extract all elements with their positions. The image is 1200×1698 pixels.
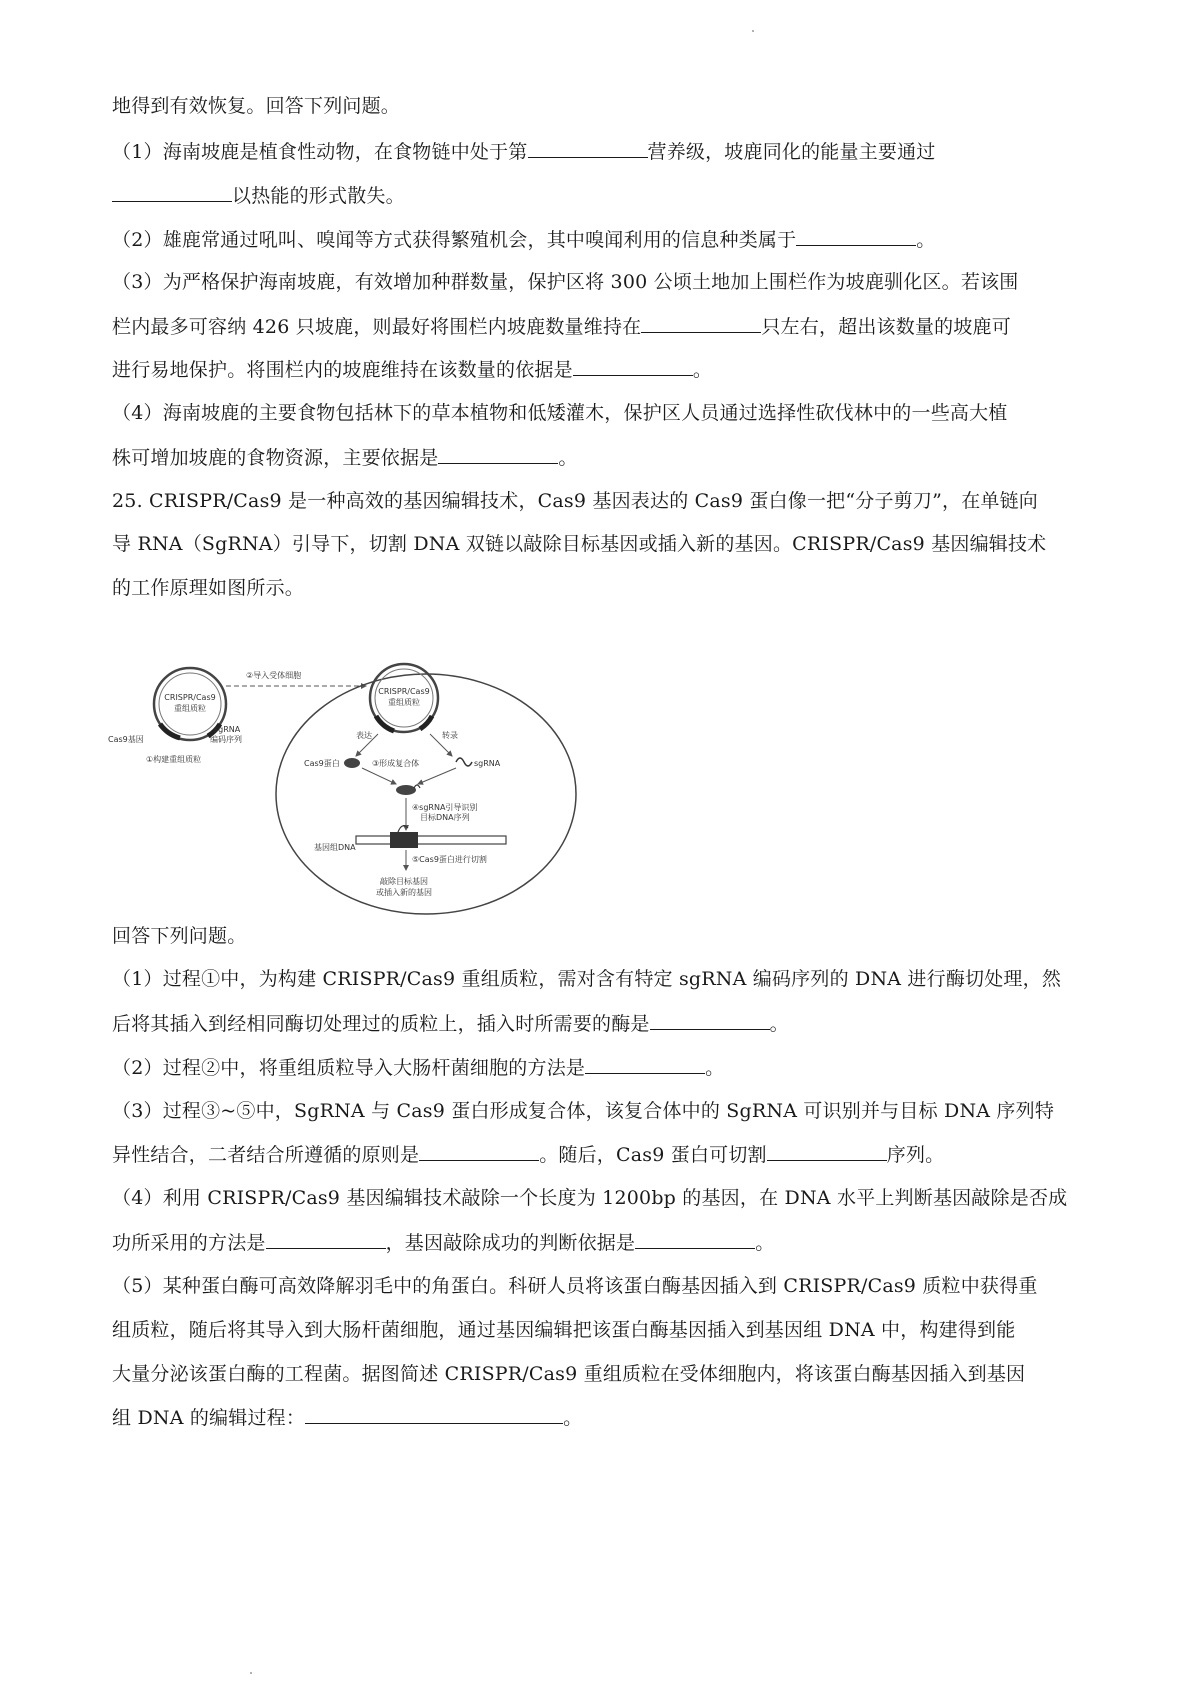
plasmid-right-label-2: 重组质粒 bbox=[388, 698, 420, 707]
question-25-4-cont bbox=[112, 1230, 774, 1255]
genome-dna-shape bbox=[356, 836, 506, 844]
question-24-2 bbox=[112, 227, 936, 252]
question-25-stem-cont bbox=[112, 532, 1046, 556]
question-text: （4）海南坡鹿的主要食物包括林下的草本植物和低矮灌木，保护区人员通过选择性砍伐林中的一些高大植 bbox=[112, 402, 1008, 424]
question-text: 组质粒，随后将其导入到大肠杆菌细胞，通过基因编辑把该蛋白酶基因插入到基因组 DNA 中，构建得到能 bbox=[112, 1319, 1016, 1341]
question-text: 的工作原理如图所示。 bbox=[112, 577, 305, 599]
question-25-5 bbox=[112, 1274, 1038, 1298]
question-text: （2）过程②中，将重组质粒导入大肠杆菌细胞的方法是 bbox=[112, 1057, 586, 1079]
crispr-diagram bbox=[108, 658, 578, 918]
question-text: 株可增加坡鹿的食物资源，主要依据是 bbox=[112, 447, 439, 469]
step-2-label: ②导入受体细胞 bbox=[246, 671, 302, 680]
step-5-label: ⑤Cas9蛋白进行切割 bbox=[412, 855, 487, 864]
scan-speck bbox=[752, 30, 754, 32]
question-text: 。随后，Cas9 蛋白可切割 bbox=[539, 1144, 767, 1166]
question-text: （5）某种蛋白酶可高效降解羽毛中的角蛋白。科研人员将该蛋白酶基因插入到 CRISPR/Cas9 质粒中获得重 bbox=[112, 1275, 1038, 1297]
scan-speck bbox=[250, 1672, 252, 1674]
question-25-stem-cont2 bbox=[112, 576, 304, 600]
step-4-label-2: 目标DNA序列 bbox=[420, 813, 470, 822]
answer-blank[interactable] bbox=[635, 1230, 755, 1249]
plasmid-left-label-1: CRISPR/Cas9 bbox=[164, 693, 216, 702]
question-text: （1）海南坡鹿是植食性动物，在食物链中处于第 bbox=[112, 141, 528, 163]
result-label-2: 或插入新的基因 bbox=[376, 888, 432, 897]
cas9-protein-shape bbox=[344, 758, 360, 768]
question-text: 。 bbox=[692, 359, 713, 381]
question-text: 营养级，坡鹿同化的能量主要通过 bbox=[647, 141, 936, 163]
answer-blank[interactable] bbox=[438, 445, 558, 464]
transcribe-label: 转录 bbox=[442, 731, 458, 740]
sgrna-label: sgRNA bbox=[474, 759, 501, 768]
sgrna-shape bbox=[456, 758, 472, 766]
answer-blank[interactable] bbox=[266, 1230, 386, 1249]
complex-shape bbox=[396, 785, 416, 795]
question-25-3-cont bbox=[112, 1142, 944, 1167]
question-24-1 bbox=[112, 139, 936, 164]
paragraph-text: 地得到有效恢复。回答下列问题。 bbox=[112, 95, 401, 117]
question-text: 25. CRISPR/Cas9 是一种高效的基因编辑技术，Cas9 基因表达的 Cas9 蛋白像一把“分子剪刀”，在单链向 bbox=[112, 490, 1039, 512]
question-24-3-cont2 bbox=[112, 357, 712, 382]
question-24-4-cont bbox=[112, 445, 578, 470]
sgrna-seq-label-2: 编码序列 bbox=[210, 735, 242, 744]
text-line bbox=[112, 94, 400, 118]
question-25-5-cont2 bbox=[112, 1362, 1025, 1386]
question-text: 大量分泌该蛋白酶的工程菌。据图简述 CRISPR/Cas9 重组质粒在受体细胞内，将该蛋白酶基因插入到基因 bbox=[112, 1363, 1026, 1385]
sgrna-seq-label-1: sgRNA bbox=[214, 725, 241, 734]
question-text: 栏内最多可容纳 426 只坡鹿，则最好将围栏内坡鹿数量维持在 bbox=[112, 316, 642, 338]
step-1-label: ①构建重组质粒 bbox=[146, 755, 202, 764]
question-25-1-cont bbox=[112, 1011, 789, 1036]
question-24-3 bbox=[112, 270, 1018, 294]
question-25-stem bbox=[112, 489, 1038, 513]
question-25-4 bbox=[112, 1186, 1067, 1210]
answer-blank[interactable] bbox=[573, 357, 693, 376]
plasmid-left-label-2: 重组质粒 bbox=[174, 704, 206, 713]
question-text: 以热能的形式散失。 bbox=[232, 185, 405, 207]
question-25-3 bbox=[112, 1099, 1054, 1123]
question-text: （1）过程①中，为构建 CRISPR/Cas9 重组质粒，需对含有特定 sgRNA 编码序列的 DNA 进行酶切处理，然 bbox=[112, 968, 1062, 990]
question-text: 。 bbox=[558, 447, 578, 469]
answer-prompt bbox=[112, 924, 246, 948]
question-text: （3）为严格保护海南坡鹿，有效增加种群数量，保护区将 300 公顷土地加上围栏作为坡鹿驯化区。若该围 bbox=[112, 271, 1019, 293]
question-text: 进行易地保护。将围栏内的坡鹿维持在该数量的依据是 bbox=[112, 359, 573, 381]
question-text: 后将其插入到经相同酶切处理过的质粒上，插入时所需要的酶是 bbox=[112, 1013, 650, 1035]
answer-blank[interactable] bbox=[767, 1142, 887, 1161]
question-text: （3）过程③~⑤中，SgRNA 与 Cas9 蛋白形成复合体，该复合体中的 SgRNA 可识别并与目标 DNA 序列特 bbox=[112, 1100, 1055, 1122]
question-25-2 bbox=[112, 1055, 724, 1080]
answer-blank[interactable] bbox=[796, 227, 916, 246]
question-text: ，基因敲除成功的判断依据是 bbox=[385, 1232, 636, 1254]
question-25-5-cont3 bbox=[112, 1405, 582, 1430]
answer-blank[interactable] bbox=[641, 314, 761, 333]
question-text: 序列。 bbox=[886, 1144, 945, 1166]
question-text: 只左右，超出该数量的坡鹿可 bbox=[761, 316, 1011, 338]
question-text: 。 bbox=[705, 1057, 725, 1079]
question-text: （2）雄鹿常通过吼叫、嗅闻等方式获得繁殖机会，其中嗅闻利用的信息种类属于 bbox=[112, 229, 797, 251]
question-text: 。 bbox=[916, 229, 936, 251]
answer-blank[interactable] bbox=[305, 1405, 563, 1424]
result-label-1: 敲除目标基因 bbox=[380, 877, 428, 886]
question-text: 导 RNA（SgRNA）引导下，切割 DNA 双链以敲除目标基因或插入新的基因。CRISPR/Cas9 基因编辑技术 bbox=[112, 533, 1047, 555]
plasmid-right-label-1: CRISPR/Cas9 bbox=[378, 687, 430, 696]
question-25-5-cont bbox=[112, 1318, 1015, 1342]
question-text: （4）利用 CRISPR/Cas9 基因编辑技术敲除一个长度为 1200bp 的基因，在 DNA 水平上判断基因敲除是否成 bbox=[112, 1187, 1068, 1209]
question-text: 。 bbox=[755, 1232, 775, 1254]
cas9-gene-label: Cas9基因 bbox=[108, 735, 144, 744]
question-text: 组 DNA 的编辑过程： bbox=[112, 1407, 306, 1429]
step-4-label-1: ④sgRNA引导识别 bbox=[412, 803, 478, 812]
genome-dna-label: 基因组DNA bbox=[314, 843, 356, 852]
step-3-label: ③形成复合体 bbox=[372, 759, 420, 768]
question-24-1-cont bbox=[112, 183, 405, 208]
question-25-1 bbox=[112, 967, 1061, 991]
answer-blank[interactable] bbox=[650, 1011, 770, 1030]
question-text: 。 bbox=[563, 1407, 583, 1429]
question-text: 回答下列问题。 bbox=[112, 925, 247, 947]
question-24-4 bbox=[112, 401, 1008, 425]
answer-blank[interactable] bbox=[528, 139, 648, 158]
express-label: 表达 bbox=[356, 731, 372, 740]
cas9-protein-label: Cas9蛋白 bbox=[304, 759, 340, 768]
question-text: 功所采用的方法是 bbox=[112, 1232, 266, 1254]
question-text: 。 bbox=[769, 1013, 789, 1035]
answer-blank[interactable] bbox=[419, 1142, 539, 1161]
answer-blank[interactable] bbox=[112, 183, 232, 202]
question-24-3-cont bbox=[112, 314, 1011, 339]
question-text: 异性结合，二者结合所遵循的原则是 bbox=[112, 1144, 420, 1166]
answer-blank[interactable] bbox=[585, 1055, 705, 1074]
